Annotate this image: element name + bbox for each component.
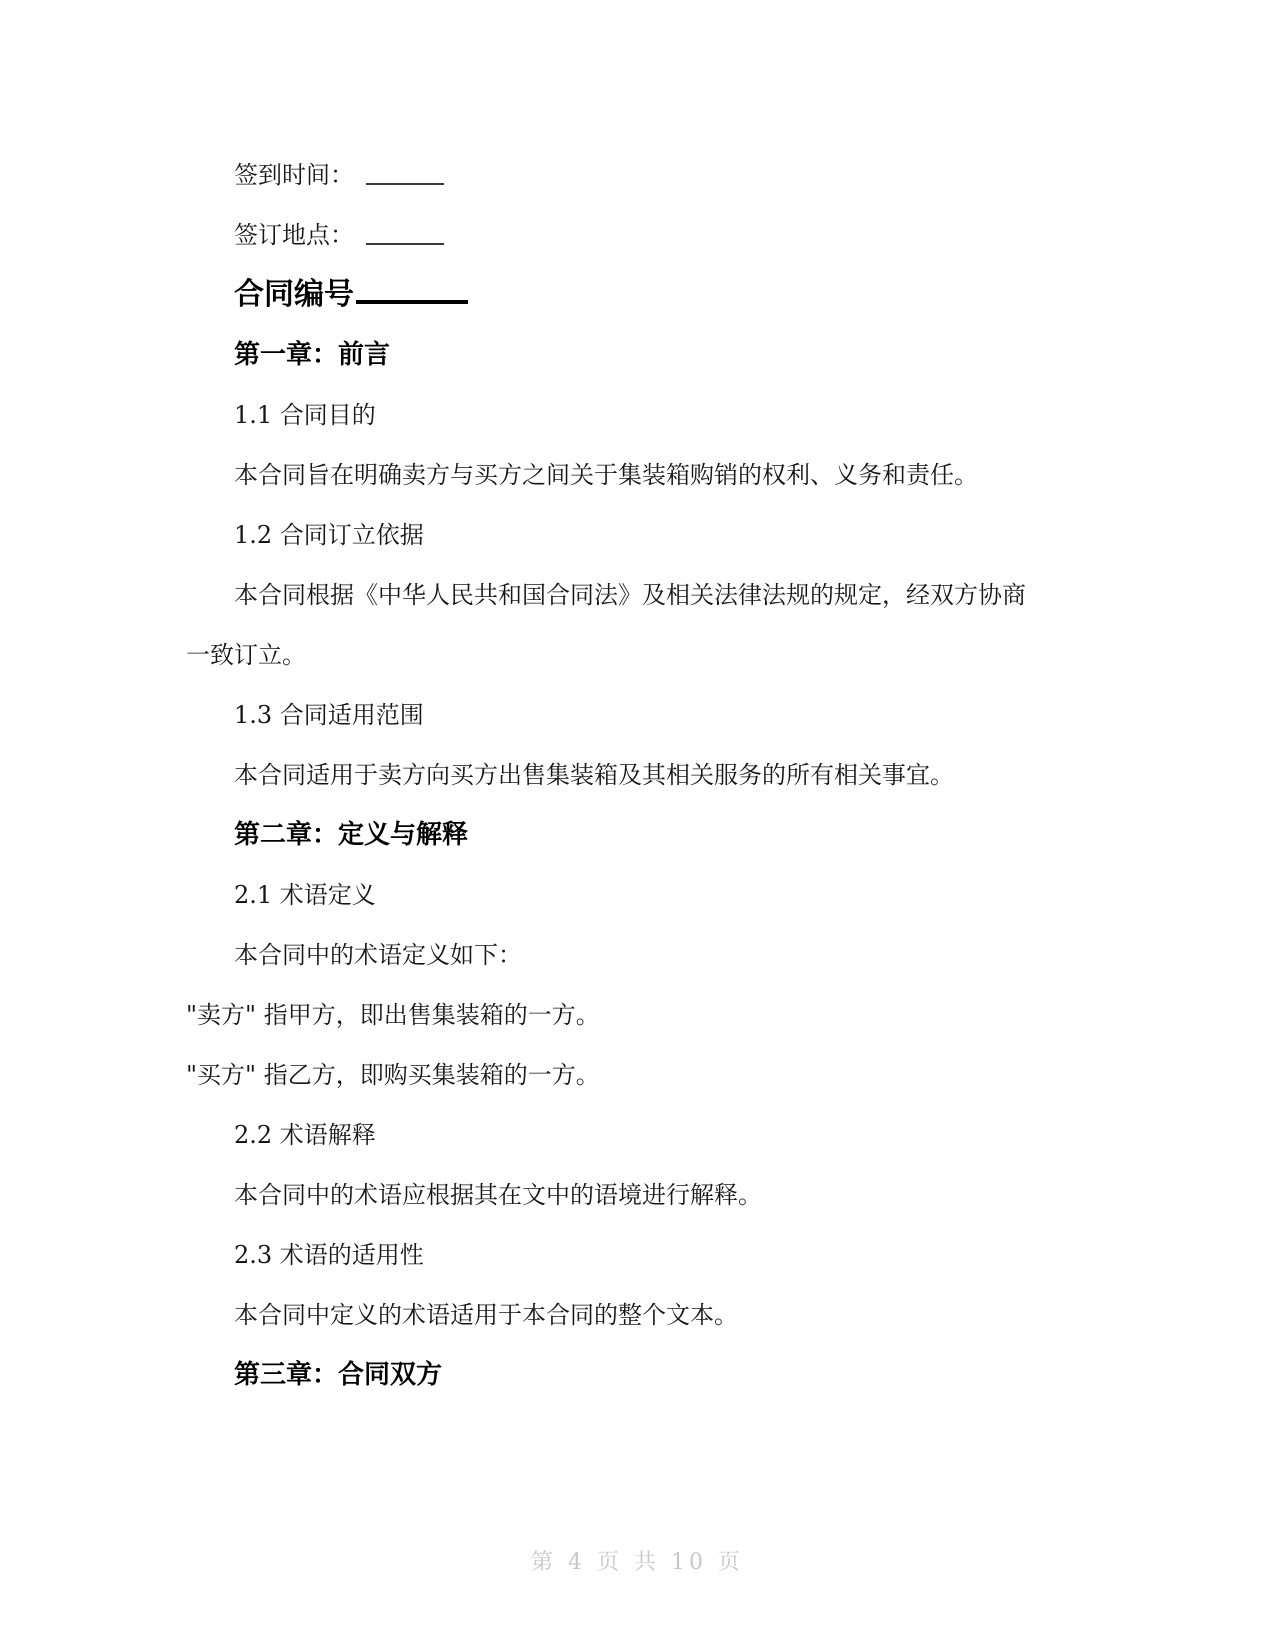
text: 1.2 合同订立依据 bbox=[234, 521, 424, 549]
text: 第一章：前言 bbox=[234, 340, 391, 370]
text: 第三章：合同双方 bbox=[234, 1360, 443, 1390]
term-definition bbox=[186, 1045, 1038, 1105]
paragraph bbox=[186, 1285, 1038, 1345]
paragraph bbox=[186, 1165, 1038, 1225]
contract-body bbox=[186, 145, 1038, 1405]
chapter-heading bbox=[186, 1345, 1038, 1405]
paragraph bbox=[186, 925, 1038, 985]
text: 2.3 术语的适用性 bbox=[234, 1241, 424, 1269]
page-number: 第 4 页 共 10 页 bbox=[531, 1550, 744, 1575]
text: 1.3 合同适用范围 bbox=[234, 701, 424, 729]
text: "买方" 指乙方，即购买集装箱的一方。 bbox=[186, 1061, 600, 1089]
text: 2.1 术语定义 bbox=[234, 881, 376, 909]
field-line bbox=[186, 205, 1038, 265]
clause-heading bbox=[186, 865, 1038, 925]
text: 合同编号 bbox=[234, 277, 354, 312]
term-definition bbox=[186, 985, 1038, 1045]
text: 1.1 合同目的 bbox=[234, 401, 376, 429]
text: 2.2 术语解释 bbox=[234, 1121, 376, 1149]
contract-number-heading bbox=[186, 265, 1038, 325]
text: 本合同适用于卖方向买方出售集装箱及其相关服务的所有相关事宜。 bbox=[234, 761, 954, 789]
field-line bbox=[186, 145, 1038, 205]
chapter-heading bbox=[186, 325, 1038, 385]
chapter-heading bbox=[186, 805, 1038, 865]
text: 签订地点： bbox=[234, 221, 354, 249]
text: 本合同中定义的术语适用于本合同的整个文本。 bbox=[234, 1301, 738, 1329]
clause-heading bbox=[186, 1225, 1038, 1285]
text: 本合同旨在明确卖方与买方之间关于集装箱购销的权利、义务和责任。 bbox=[234, 461, 978, 489]
text: 本合同中的术语定义如下： bbox=[234, 941, 522, 969]
blank-underline bbox=[356, 300, 468, 304]
paragraph bbox=[186, 565, 1038, 685]
text: 签到时间： bbox=[234, 161, 354, 189]
text: 第二章：定义与解释 bbox=[234, 820, 469, 850]
paragraph bbox=[186, 445, 1038, 505]
clause-heading bbox=[186, 1105, 1038, 1165]
text: 本合同中的术语应根据其在文中的语境进行解释。 bbox=[234, 1181, 762, 1209]
blank-underline bbox=[366, 243, 444, 245]
clause-heading bbox=[186, 685, 1038, 745]
text: 本合同根据《中华人民共和国合同法》及相关法律法规的规定，经双方协商一致订立。 bbox=[186, 581, 1026, 669]
clause-heading bbox=[186, 385, 1038, 445]
text: "卖方" 指甲方，即出售集装箱的一方。 bbox=[186, 1001, 600, 1029]
blank-underline bbox=[366, 183, 444, 185]
page-footer bbox=[0, 1545, 1275, 1576]
clause-heading bbox=[186, 505, 1038, 565]
paragraph bbox=[186, 745, 1038, 805]
